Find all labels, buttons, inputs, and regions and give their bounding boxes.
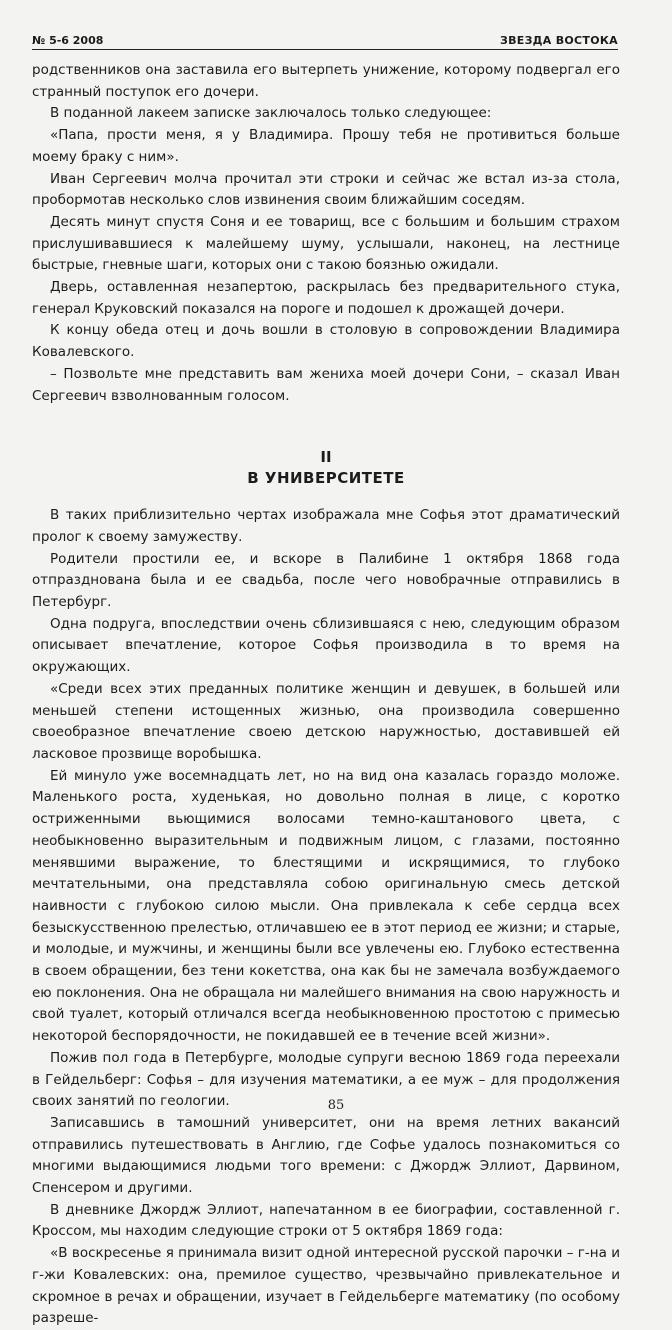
issue-number: № 5-6 2008 <box>32 34 104 47</box>
paragraph: В дневнике Джордж Эллиот, напечатанном в ее биографии, составленной г. Кроссом, мы находим следующие строки от 5 октября 1869 года: <box>32 1201 620 1240</box>
header-rule <box>32 49 618 50</box>
paragraph: родственников она заставила его вытерпеть унижение, которому подвергал его странный поступок его дочери. <box>32 62 620 100</box>
paragraph: В поданной лакеем записке заключалось только следующее: <box>50 105 492 122</box>
paragraph: В таких приблизительно чертах изображала мне Софья этот драматический пролог к своему замужеству. <box>32 507 620 545</box>
running-header <box>32 34 618 50</box>
paragraph: «Среди всех этих преданных политике женщин и девушек, в большей или меньшей степени истощенных жизнью, она производила совершенно своеобразное впечатление своею детскою наружностью, доставившей ей ласковое прозвище воробышка. <box>32 680 620 762</box>
paragraph: Десять минут спустя Соня и ее товарищ, все с большим и большим страхом прислушивавшиеся к малейшему шуму, услышали, наконец, на лестнице быстрые, гневные шаги, которых они с такою боязнью ожидали. <box>32 213 620 274</box>
journal-title: ЗВЕЗДА ВОСТОКА <box>499 34 618 47</box>
article-body <box>32 60 620 1330</box>
paragraph: «В воскресенье я принимала визит одной интересной русской парочки – г-на и г-жи Ковалевских: она, премилое существо, чрезвычайно привлекательное и скромное в речах и обращении, изучает в Гейдельберге математику (по особому разреше- <box>32 1245 620 1327</box>
section-title: В УНИВЕРСИТЕТЕ <box>247 469 405 488</box>
paragraph: К концу обеда отец и дочь вошли в столовую в сопровождении Владимира Ковалевского. <box>32 322 620 361</box>
paragraph: «Папа, прости меня, я у Владимира. Прошу тебя не противиться больше моему браку с ним». <box>32 127 620 165</box>
page-number: 85 <box>327 1098 345 1113</box>
paragraph: Дверь, оставленная незапертою, раскрылась без предварительного стука, генерал Круковский показался на пороге и подошел к дрожащей дочери. <box>32 279 620 317</box>
paragraph: Иван Сергеевич молча прочитал эти строки и сейчас же встал из-за стола, пробормотав несколько слов извинения своим ближайшим соседям. <box>32 170 620 209</box>
paragraph: Пожив пол года в Петербурге, молодые супруги весною 1869 года переехали в Гейдельберг: Софья – для изучения математики, а ее муж – для продолжения своих занятий по геологии. <box>32 1049 620 1110</box>
paragraph: Записавшись в тамошний университет, они на время летних вакансий отправились путешествовать в Англию, где Софье удалось познакомиться со многими выдающимися людьми того времени: с Джордж Эллиот, Дарвином, Спенсером и другими. <box>32 1114 620 1197</box>
section-number: II <box>320 448 332 467</box>
paragraph: Родители простили ее, и вскоре в Палибине 1 октября 1868 года отпразднована была и ее свадьба, после чего новобрачные отправились в Петербург. <box>32 550 620 611</box>
paragraph: Ей минуло уже восемнадцать лет, но на вид она казалась гораздо моложе. Маленького роста, худенькая, но довольно полная в лице, с коротко остриженными вьющимися волосами темно-каштанового цвета, с необыкновенно выразительным и подвижным лицом, с глазами, постоянно менявшими выражение, то блестящими и искрящимися, то глубоко мечтательными, она представляла собою оригинальную смесь детской наивности с глубокою силою мысли. Она привлекала к себе сердца всех безыскусственною прелестью, отличавшею ее в этот период ее жизни; и старые, и молодые, и мужчины, и женщины были все увлечены ею. Глубоко естественна в своем обращении, без тени кокетства, она как бы не замечала возбуждаемого ею поклонения. Она не обращала ни малейшего внимания на свою наружность и свой туалет, который отличался всегда необыкновенною простотою с примесью некоторой беспорядочности, не покидавшей ее в течение всей жизни». <box>32 767 620 1045</box>
section-heading <box>32 447 620 489</box>
paragraph: – Позвольте мне представить вам жениха моей дочери Сони, – сказал Иван Сергеевич взволнованным голосом. <box>32 365 620 404</box>
paragraph: Одна подруга, впоследствии очень сблизившаяся с нею, следующим образом описывает впечатление, которое Софья производила в то время на окружающих. <box>32 615 620 676</box>
